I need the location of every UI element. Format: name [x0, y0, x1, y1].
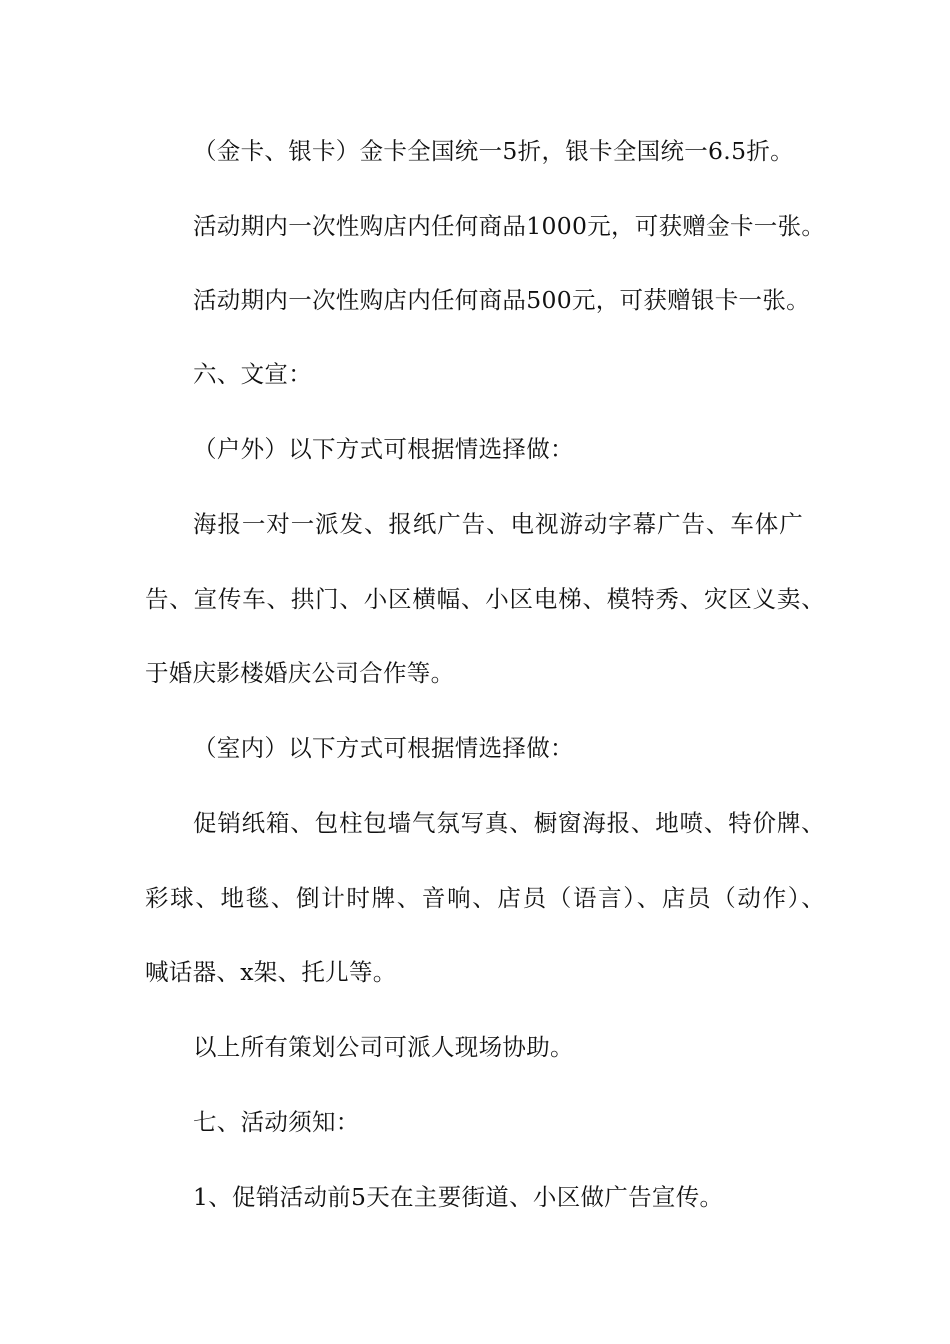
text-line-outdoor-list-3: 于婚庆影楼婚庆公司合作等。 — [145, 659, 455, 687]
text-line-outdoor-list-2: 告、宣传车、拱门、小区横幅、小区电梯、模特秀、灾区义卖、 — [145, 585, 825, 613]
text-line-notice-1: 1、促销活动前5天在主要街道、小区做广告宣传。 — [193, 1183, 724, 1211]
text-line-outdoor-intro: （户外）以下方式可根据情选择做： — [193, 435, 574, 463]
text-line-indoor-list-1: 促销纸箱、包柱包墙气氛写真、橱窗海报、地喷、特价牌、 — [193, 809, 825, 837]
section-heading-notice: 七、活动须知： — [193, 1108, 360, 1136]
text-line-outdoor-list-1: 海报一对一派发、报纸广告、电视游动字幕广告、车体广 — [193, 510, 803, 538]
text-line-assistance: 以上所有策划公司可派人现场协助。 — [193, 1033, 574, 1061]
section-heading-publicity: 六、文宣： — [193, 360, 312, 388]
text-line-silver-card-gift: 活动期内一次性购店内任何商品500元，可获赠银卡一张。 — [193, 286, 810, 314]
text-line-indoor-list-3: 喊话器、x架、托儿等。 — [145, 958, 397, 986]
text-line-gold-card-gift: 活动期内一次性购店内任何商品1000元，可获赠金卡一张。 — [193, 212, 826, 240]
text-line-indoor-list-2: 彩球、地毯、倒计时牌、音响、店员（语言）、店员（动作）、 — [145, 884, 825, 912]
text-line-indoor-intro: （室内）以下方式可根据情选择做： — [193, 734, 574, 762]
text-line-card-discount: （金卡、银卡）金卡全国统一5折，银卡全国统一6.5折。 — [193, 137, 794, 165]
